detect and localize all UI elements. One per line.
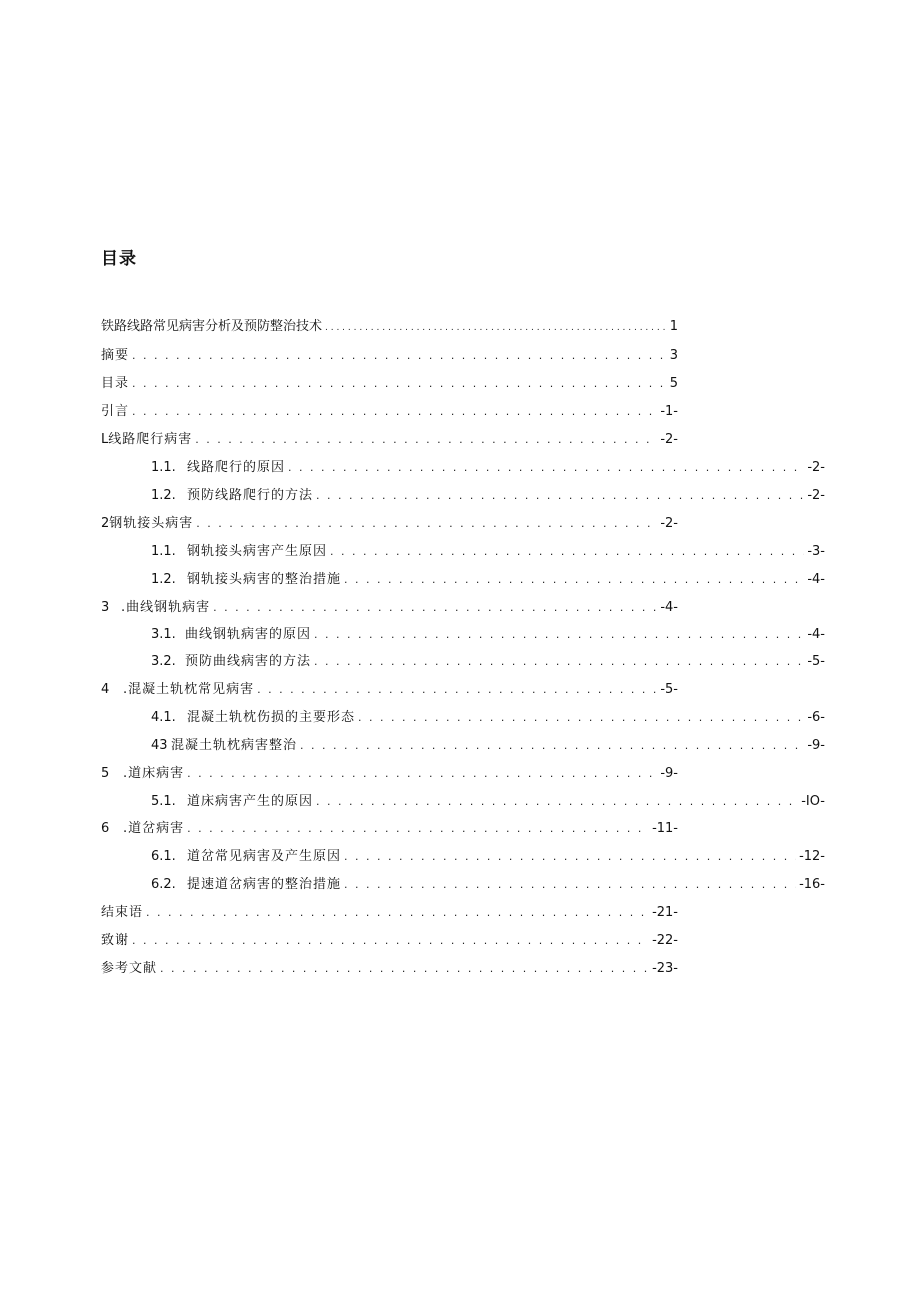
toc-subentry[interactable] [151,458,825,478]
toc-entry[interactable] [101,764,678,784]
toc-entry[interactable] [101,903,678,923]
toc-entry-page: -5- [660,682,678,697]
toc-entry-title: 曲线钢轨病害的原因 [185,627,312,642]
toc-subentry[interactable] [151,625,825,645]
toc-entry-title: 道床病害产生的原因 [187,794,314,809]
toc-entry-number: 4.1. [151,710,176,725]
dot-leader [358,708,804,728]
toc-entry-page: -4- [807,572,825,587]
toc-entry-title: .曲线钢轨病害 [121,600,211,615]
toc-entry-number: 4 [101,682,110,697]
toc-subentry[interactable] [151,652,825,672]
toc-entry-number: 3.1. [151,627,176,642]
dot-leader [344,570,804,590]
toc-entry-title: 目录 [101,376,130,391]
toc-subentry[interactable] [151,736,825,756]
toc-subentry[interactable] [151,542,825,562]
toc-entry[interactable] [101,514,678,534]
toc-entry-number: 1.1. [151,460,176,475]
toc-entry-page: -2- [660,516,678,531]
toc-entry-page: -21- [652,905,678,920]
toc-entry-page: -5- [807,654,825,669]
dot-leader [316,486,804,506]
toc-entry-page: -9- [660,766,678,781]
toc-entry-number: 6.2. [151,877,176,892]
toc-entry-number: L [101,432,109,447]
toc-entry-title: 铁路线路常见病害分析及预防整治技术 [101,319,323,334]
toc-entry-title: 预防线路爬行的方法 [187,488,314,503]
toc-subentry[interactable] [151,847,825,867]
toc-entry-number: 43 [151,738,168,753]
toc-entry[interactable] [101,402,678,422]
toc-entry-page: -6- [807,710,825,725]
dot-leader [330,542,804,562]
toc-subentry[interactable] [151,486,825,506]
dot-leader [195,430,657,450]
toc-entry-title: 摘要 [101,348,130,363]
toc-entry-page: 5 [669,376,678,391]
toc-entry-number: 5 [101,766,110,781]
toc-subentry[interactable] [151,875,825,895]
toc-entry[interactable] [101,430,678,450]
dot-leader [300,736,804,756]
dot-leader [288,458,804,478]
toc-entry-page: -16- [799,877,825,892]
toc-entry-title: 结束语 [101,905,144,920]
dot-leader [314,625,804,645]
toc-entry-page: -12- [799,849,825,864]
toc-entry-number: 5.1. [151,794,176,809]
toc-entry-title: 线路爬行病害 [108,432,193,447]
toc-entry-title: .混凝土轨枕常见病害 [123,682,255,697]
toc-entry-title: 钢轨接头病害产生原因 [187,544,328,559]
dot-leader [132,346,667,366]
toc-entry-title: 混凝土轨枕伤损的主要形态 [187,710,356,725]
toc-entry-number: 3 [101,600,110,615]
toc-entry-page: -1- [660,404,678,419]
toc-entry-number: 6 [101,821,110,836]
toc-entry-page: 1 [669,319,678,334]
toc-entry-title: .道岔病害 [123,821,185,836]
toc-entry-title: .道床病害 [123,766,185,781]
toc-entry-page: -23- [652,961,678,976]
toc-entry-title: 预防曲线病害的方法 [185,654,312,669]
toc-entry-number: 6.1. [151,849,176,864]
dot-leader [344,875,796,895]
toc-entry-page: -2- [807,460,825,475]
dot-leader [132,402,657,422]
dot-leader [196,514,657,534]
dot-leader [146,903,649,923]
toc-entry-title: 致谢 [101,933,130,948]
dot-leader [344,847,796,867]
toc-subentry[interactable] [151,708,825,728]
toc-entry-title: 参考文献 [101,961,158,976]
toc-entry-page: -22- [652,933,678,948]
toc-entry-title: 提速道岔病害的整治措施 [187,877,342,892]
page-title: 目录 [101,249,137,269]
toc-entry-title: 混凝土轨枕病害整治 [171,738,298,753]
toc-entry-page: 3 [669,348,678,363]
dot-leader [316,792,798,812]
dot-leader [187,764,657,784]
dot-leader [314,652,804,672]
toc-entry[interactable] [101,317,678,337]
dot-leader [187,819,649,839]
toc-entry[interactable] [101,819,678,839]
toc-entry-title: 道岔常见病害及产生原因 [187,849,342,864]
toc-entry[interactable] [101,959,678,979]
toc-entry[interactable] [101,374,678,394]
toc-entry-page: -2- [660,432,678,447]
dot-leader [132,931,649,951]
toc-entry-page: -3- [807,544,825,559]
dot-leader [160,959,649,979]
toc-entry-page: -4- [807,627,825,642]
toc-entry-title: 线路爬行的原因 [187,460,286,475]
dot-leader [325,318,667,338]
toc-entry-page: -2- [807,488,825,503]
toc-entry-title: 钢轨接头病害 [109,516,194,531]
toc-entry[interactable] [101,346,678,366]
toc-entry-page: -9- [807,738,825,753]
toc-entry-number: 3.2. [151,654,176,669]
toc-entry-title: 钢轨接头病害的整治措施 [187,572,342,587]
toc-entry-page: -4- [660,600,678,615]
toc-entry[interactable] [101,680,678,700]
toc-subentry[interactable] [151,792,825,812]
dot-leader [132,374,667,394]
dot-leader [257,680,657,700]
toc-entry-page: -11- [652,821,678,836]
toc-entry-page: -IO- [801,794,825,809]
toc-entry[interactable] [101,931,678,951]
dot-leader [213,598,657,618]
toc-entry-title: 引言 [101,404,130,419]
toc-entry-number: 2 [101,516,110,531]
toc-entry-number: 1.2. [151,488,176,503]
toc-entry-number: 1.1. [151,544,176,559]
toc-subentry[interactable] [151,570,825,590]
toc-entry[interactable] [101,598,678,618]
toc-entry-number: 1.2. [151,572,176,587]
